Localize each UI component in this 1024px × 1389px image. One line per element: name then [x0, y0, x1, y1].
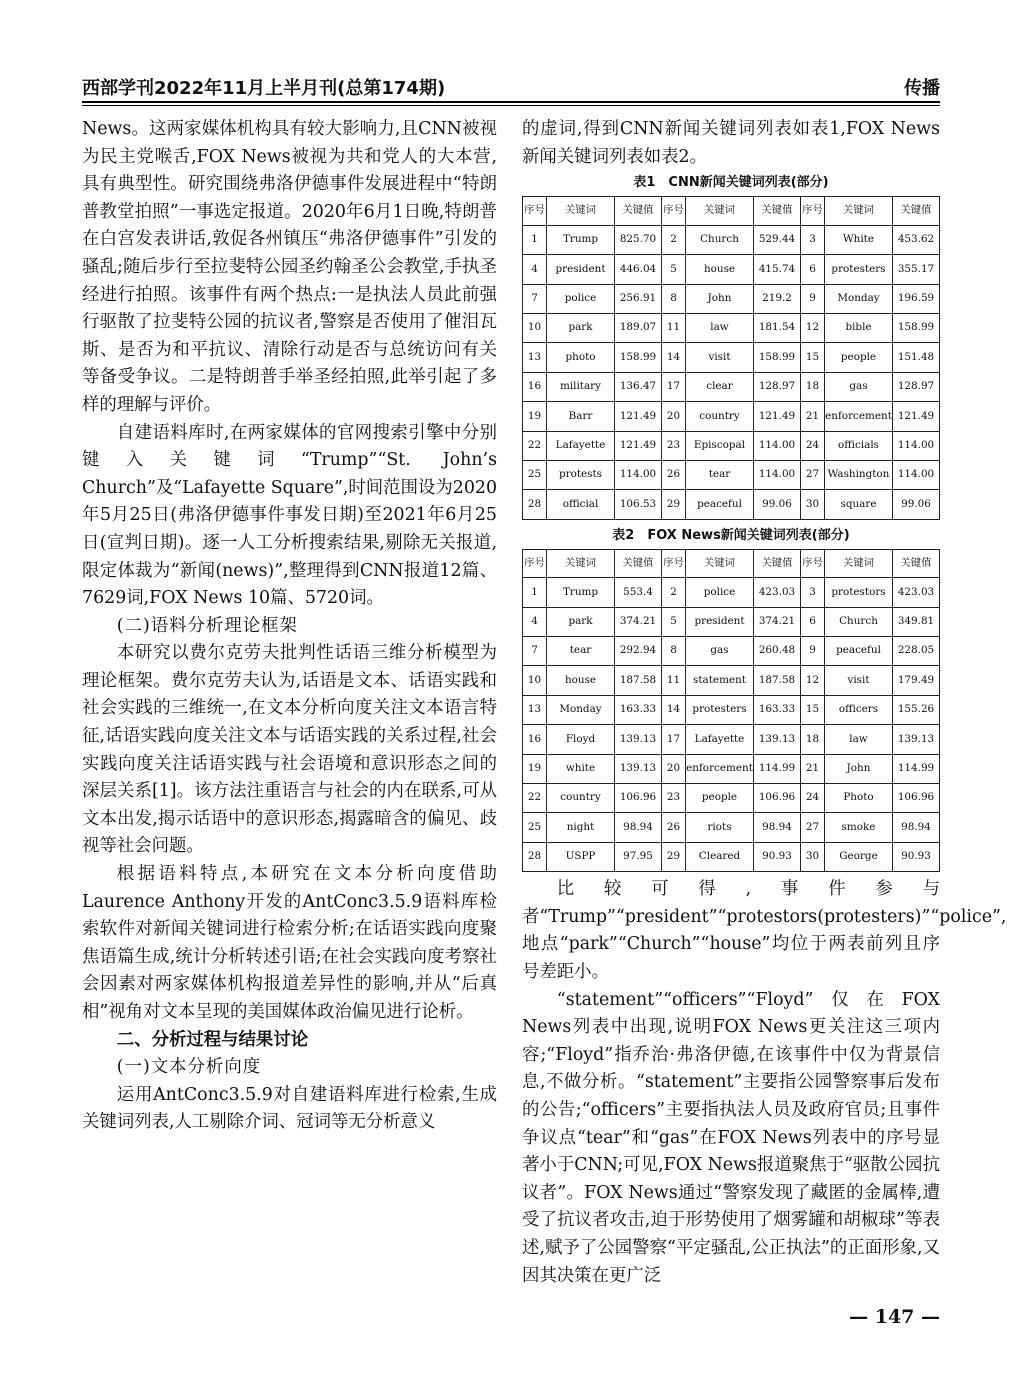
table-row: [523, 490, 940, 519]
table-cell: 22: [523, 784, 547, 813]
table-cell: 23: [662, 431, 686, 460]
table-cell: 11: [662, 666, 686, 695]
table-cell: 114.99: [754, 754, 801, 783]
table-cell: tear: [686, 460, 754, 489]
right-column: [522, 116, 1007, 1290]
table-cell: 18: [801, 725, 825, 754]
table-cell: 24: [801, 431, 825, 460]
table-cell: 4: [523, 607, 547, 636]
table-cell: square: [825, 490, 893, 519]
table-cell: 187.58: [615, 666, 662, 695]
paragraph-text: 本研究以费尔克劳夫批判性话语三维分析模型为理论框架。费尔克劳夫认为,话语是文本、话语实践和社会实践的三维统一,在文本分析向度关注文本语言特征,话语实践向度关注文本与话语实践的关系过程,社会实践向度关注话语实践与社会语境和意识形态之间的深层关系[1]。该方法注重语言与社会的内在联系,可从文本出发,揭示话语中的意识形态,揭露暗含的偏见、歧视等社会问题。: [82, 643, 497, 857]
paragraph: 自建语料库时,在两家媒体的官网搜索引擎中分别键入关键词“Trump”“St. John’s Church”及“Lafayette Square”,时间范围设为2020年5月25日(弗洛伊德事件事发日期)至2021年6月25日(宣判日期)。逐一人工分析搜索结果,剔除无关报道,限定体裁为“新闻(news)”,整理得到CNN报道12篇、7629词,FOX News 10篇、5720词。: [82, 422, 498, 609]
table-header-row: [523, 549, 940, 578]
table-cell: 355.17: [893, 255, 940, 284]
table-row: [523, 460, 940, 489]
table-row: [523, 255, 940, 284]
table-cell: 158.99: [615, 343, 662, 372]
table-cell: 825.70: [615, 225, 662, 254]
table-row: [523, 813, 940, 842]
table-cell: 13: [523, 695, 547, 724]
table-cell: 8: [662, 637, 686, 666]
table-cell: 228.05: [893, 637, 940, 666]
table-cell: 99.06: [893, 490, 940, 519]
table-cell: 114.00: [615, 460, 662, 489]
table-cell: 12: [801, 313, 825, 342]
column-header: 关键值: [754, 549, 801, 578]
paragraph: 的虚词,得到CNN新闻关键词列表如表1,FOX News新闻关键词列表如表2。: [522, 119, 940, 167]
table-cell: people: [686, 784, 754, 813]
subsection-heading: (二)语料分析理论框架: [116, 615, 298, 636]
column-header: 关键词: [825, 197, 893, 226]
table-cell: house: [686, 255, 754, 284]
table-cell: park: [547, 313, 615, 342]
table-cell: 97.95: [615, 842, 662, 871]
table-cell: visit: [825, 666, 893, 695]
table-cell: officers: [825, 695, 893, 724]
table-cell: 26: [662, 460, 686, 489]
table-cell: John: [825, 754, 893, 783]
table-cell: 24: [801, 784, 825, 813]
column-header: 关键值: [615, 549, 662, 578]
paragraph: 根据语料特点,本研究在文本分析向度借助Laurence Anthony开发的AntConc3.5.9语料库检索软件对新闻关键词进行检索分析;在话语实践向度聚焦语篇生成,统计分析转述引语;在社会实践向度考察社会因素对两家媒体机构报道差异性的影响,并从“后真相”视角对文本呈现的美国媒体政治偏见进行论析。: [82, 864, 497, 1022]
table-cell: 151.48: [893, 343, 940, 372]
table-cell: enforcement: [825, 402, 893, 431]
table-row: [523, 695, 940, 724]
table2: [522, 549, 940, 873]
table-cell: 121.49: [754, 402, 801, 431]
table-cell: protesters: [686, 695, 754, 724]
table-row: [523, 372, 940, 401]
table-cell: 15: [801, 695, 825, 724]
table-cell: peaceful: [686, 490, 754, 519]
table-cell: riots: [686, 813, 754, 842]
table-row: [523, 784, 940, 813]
table-cell: 423.03: [754, 578, 801, 607]
table-cell: 98.94: [615, 813, 662, 842]
table-cell: night: [547, 813, 615, 842]
table-cell: country: [686, 402, 754, 431]
table-cell: 114.00: [754, 460, 801, 489]
table-cell: 114.00: [893, 431, 940, 460]
table-cell: 12: [801, 666, 825, 695]
page-number: — 147 —: [849, 1306, 940, 1328]
table-row: [523, 402, 940, 431]
table-cell: 139.13: [615, 725, 662, 754]
table-cell: statement: [686, 666, 754, 695]
header-rule-thick: [82, 101, 940, 103]
page-header: [82, 68, 940, 102]
table-cell: 139.13: [754, 725, 801, 754]
table-cell: 446.04: [615, 255, 662, 284]
table-cell: smoke: [825, 813, 893, 842]
table-cell: 17: [662, 372, 686, 401]
table-header-row: [523, 197, 940, 226]
column-header: 关键值: [893, 549, 940, 578]
column-header: 序号: [523, 549, 547, 578]
table-cell: 28: [523, 842, 547, 871]
table-cell: 121.49: [893, 402, 940, 431]
table-cell: Cleared: [686, 842, 754, 871]
column-header: 关键值: [754, 197, 801, 226]
table-cell: Trump: [547, 225, 615, 254]
table-cell: 3: [801, 578, 825, 607]
table-cell: 3: [801, 225, 825, 254]
table-cell: 292.94: [615, 637, 662, 666]
column-header: 关键词: [825, 549, 893, 578]
table-cell: protesters: [825, 255, 893, 284]
table-cell: 22: [523, 431, 547, 460]
table-cell: 25: [523, 460, 547, 489]
column-header: 关键词: [547, 197, 615, 226]
table-cell: John: [686, 284, 754, 313]
table-cell: 16: [523, 372, 547, 401]
table-cell: 14: [662, 695, 686, 724]
table-row: [523, 842, 940, 871]
table-row: [523, 666, 940, 695]
table-cell: Monday: [547, 695, 615, 724]
table-cell: law: [686, 313, 754, 342]
table-cell: 196.59: [893, 284, 940, 313]
table-cell: 25: [523, 813, 547, 842]
table-cell: photo: [547, 343, 615, 372]
table-cell: 121.49: [615, 431, 662, 460]
table-cell: visit: [686, 343, 754, 372]
table-row: [523, 343, 940, 372]
journal-title: 西部学刊2022年11月上半月刊(总第174期): [82, 78, 446, 99]
table-cell: Washington: [825, 460, 893, 489]
column-header: 序号: [662, 549, 686, 578]
table-cell: 90.93: [754, 842, 801, 871]
column-header: 序号: [523, 197, 547, 226]
table-cell: officials: [825, 431, 893, 460]
table-cell: George: [825, 842, 893, 871]
table-cell: 7: [523, 637, 547, 666]
table-cell: house: [547, 666, 615, 695]
table-cell: 260.48: [754, 637, 801, 666]
section-heading: 二、分析过程与结果讨论: [116, 1029, 309, 1050]
table-cell: 20: [662, 754, 686, 783]
table-cell: 256.91: [615, 284, 662, 313]
table-cell: 349.81: [893, 607, 940, 636]
table-cell: people: [825, 343, 893, 372]
table-cell: 17: [662, 725, 686, 754]
table-cell: 106.53: [615, 490, 662, 519]
table2-caption: 表2 FOX News新闻关键词列表(部分): [612, 527, 850, 543]
table-cell: 415.74: [754, 255, 801, 284]
table-cell: Monday: [825, 284, 893, 313]
table-cell: law: [825, 725, 893, 754]
table-row: [523, 754, 940, 783]
table-cell: gas: [825, 372, 893, 401]
table-cell: Episcopal: [686, 431, 754, 460]
table-row: [523, 578, 940, 607]
table-cell: 14: [662, 343, 686, 372]
table-cell: 30: [801, 490, 825, 519]
table-cell: 7: [523, 284, 547, 313]
column-header: 序号: [801, 197, 825, 226]
table-cell: 106.96: [754, 784, 801, 813]
table-cell: 139.13: [893, 725, 940, 754]
table-cell: 11: [662, 313, 686, 342]
table-cell: police: [686, 578, 754, 607]
table-cell: 90.93: [893, 842, 940, 871]
table-cell: 8: [662, 284, 686, 313]
table-cell: 2: [662, 225, 686, 254]
table-cell: 29: [662, 490, 686, 519]
table-cell: 423.03: [893, 578, 940, 607]
table-cell: 21: [801, 402, 825, 431]
table-cell: 9: [801, 284, 825, 313]
table-cell: clear: [686, 372, 754, 401]
table-cell: 181.54: [754, 313, 801, 342]
table-cell: 29: [662, 842, 686, 871]
table-cell: 4: [523, 255, 547, 284]
table-cell: 26: [662, 813, 686, 842]
table-cell: 6: [801, 255, 825, 284]
section-name: 传播: [904, 78, 940, 99]
table-row: [523, 284, 940, 313]
table-cell: official: [547, 490, 615, 519]
table-cell: president: [686, 607, 754, 636]
table-cell: president: [547, 255, 615, 284]
table-cell: tear: [547, 637, 615, 666]
table-cell: protestors: [825, 578, 893, 607]
table-cell: 1: [523, 578, 547, 607]
table-cell: 98.94: [754, 813, 801, 842]
table-cell: police: [547, 284, 615, 313]
table-cell: 16: [523, 725, 547, 754]
table1-caption: 表1 CNN新闻关键词列表(部分): [633, 175, 829, 191]
column-header: 序号: [662, 197, 686, 226]
table-cell: peaceful: [825, 637, 893, 666]
table-cell: 453.62: [893, 225, 940, 254]
table-cell: 219.2: [754, 284, 801, 313]
table-cell: 374.21: [754, 607, 801, 636]
table-cell: 121.49: [615, 402, 662, 431]
paragraph: 比较可得,事件参与者“Trump”“president”“protestors(protesters)”“police”,地点“park”“Church”“house”均位于两表前列且序号差距小。: [522, 879, 1007, 982]
table-cell: 106.96: [615, 784, 662, 813]
table-cell: 2: [662, 578, 686, 607]
column-header: 关键词: [686, 549, 754, 578]
table-cell: 139.13: [615, 754, 662, 783]
table-cell: 19: [523, 402, 547, 431]
table-cell: 374.21: [615, 607, 662, 636]
table-cell: USPP: [547, 842, 615, 871]
table-row: [523, 313, 940, 342]
table-cell: Lafayette: [686, 725, 754, 754]
table-cell: 18: [801, 372, 825, 401]
table-row: [523, 637, 940, 666]
table-cell: 114.00: [754, 431, 801, 460]
table-cell: 187.58: [754, 666, 801, 695]
table-cell: 98.94: [893, 813, 940, 842]
table-cell: 155.26: [893, 695, 940, 724]
table-cell: 5: [662, 607, 686, 636]
column-header: 序号: [801, 549, 825, 578]
table-cell: White: [825, 225, 893, 254]
table-cell: bible: [825, 313, 893, 342]
table-cell: 19: [523, 754, 547, 783]
paragraph: 运用AntConc3.5.9对自建语料库进行检索,生成关键词列表,人工剔除介词、冠词等无分析意义: [82, 1084, 497, 1133]
table-body: [523, 578, 940, 872]
table-cell: 158.99: [893, 313, 940, 342]
table-cell: Church: [825, 607, 893, 636]
table-cell: 21: [801, 754, 825, 783]
table-cell: 553.4: [615, 578, 662, 607]
table-cell: white: [547, 754, 615, 783]
column-header: 关键词: [547, 549, 615, 578]
table-cell: 1: [523, 225, 547, 254]
table-cell: 13: [523, 343, 547, 372]
table-cell: 163.33: [754, 695, 801, 724]
table-cell: 20: [662, 402, 686, 431]
table-cell: 6: [801, 607, 825, 636]
table-cell: Lafayette: [547, 431, 615, 460]
table-cell: 10: [523, 313, 547, 342]
column-header: 关键值: [893, 197, 940, 226]
table-body: [523, 225, 940, 519]
table-cell: 23: [662, 784, 686, 813]
table-cell: 5: [662, 255, 686, 284]
paragraph: “statement”“officers”“Floyd”仅在FOX News列表中出现,说明FOX News更关注这三项内容;“Floyd”指乔治·弗洛伊德,在该事件中仅为背景信息,不做分析。“statement”主要指公园警察事后发布的公告;“officers”主要指执法人员及政府官员;且事件争议点“tear”和“gas”在FOX News列表中的序号显著小于CNN;可见,FOX News报道聚焦于“驱散公园抗议者”。FOX News通过“警察发现了藏匿的金属棒,遭受了抗议者攻击,迫于形势使用了烟雾罐和胡椒球”等表述,赋予了公园警察“平定骚乱,公正执法”的正面形象,又因其决策在更广泛: [522, 989, 940, 1286]
paragraph: [82, 640, 497, 861]
header-rule-thin: [82, 105, 940, 106]
table-cell: protests: [547, 460, 615, 489]
table-cell: Trump: [547, 578, 615, 607]
table-cell: 99.06: [754, 490, 801, 519]
table-cell: park: [547, 607, 615, 636]
table-cell: 114.99: [893, 754, 940, 783]
table-cell: 189.07: [615, 313, 662, 342]
table-cell: Photo: [825, 784, 893, 813]
table-cell: 106.96: [893, 784, 940, 813]
column-header: 关键词: [686, 197, 754, 226]
column-header: 关键值: [615, 197, 662, 226]
table-cell: 158.99: [754, 343, 801, 372]
table-row: [523, 225, 940, 254]
table-cell: 136.47: [615, 372, 662, 401]
table-cell: enforcement: [686, 754, 754, 783]
table1: [522, 196, 940, 520]
table-cell: 27: [801, 813, 825, 842]
table-cell: military: [547, 372, 615, 401]
table-cell: 179.49: [893, 666, 940, 695]
table-cell: 9: [801, 637, 825, 666]
table-row: [523, 607, 940, 636]
table-cell: Church: [686, 225, 754, 254]
table-cell: 128.97: [893, 372, 940, 401]
table-cell: 128.97: [754, 372, 801, 401]
table-cell: Floyd: [547, 725, 615, 754]
table-cell: 15: [801, 343, 825, 372]
subsection-heading: (一)文本分析向度: [116, 1057, 262, 1078]
table-cell: 163.33: [615, 695, 662, 724]
table-cell: 27: [801, 460, 825, 489]
table-cell: 10: [523, 666, 547, 695]
table-row: [523, 431, 940, 460]
left-column: [82, 116, 497, 1137]
table-cell: 529.44: [754, 225, 801, 254]
table-cell: country: [547, 784, 615, 813]
paragraph: News。这两家媒体机构具有较大影响力,且CNN被视为民主党喉舌,FOX News被视为共和党人的大本营,具有典型性。研究围绕弗洛伊德事件发展进程中“特朗普教堂拍照”一事选定报道。2020年6月1日晚,特朗普在白宫发表讲话,敦促各州镇压“弗洛伊德事件”引发的骚乱;随后步行至拉斐特公园圣约翰圣公会教堂,手执圣经进行拍照。该事件有两个热点:一是执法人员此前强行驱散了拉斐特公园的抗议者,警察是否使用了催泪瓦斯、是否为和平抗议、清除行动是否与总统访问有关等备受争议。二是特朗普手举圣经拍照,此举引起了多样的理解与评价。: [82, 119, 497, 415]
table-cell: gas: [686, 637, 754, 666]
table-cell: 114.00: [893, 460, 940, 489]
table-cell: 28: [523, 490, 547, 519]
table-cell: Barr: [547, 402, 615, 431]
table-cell: 30: [801, 842, 825, 871]
table-row: [523, 725, 940, 754]
